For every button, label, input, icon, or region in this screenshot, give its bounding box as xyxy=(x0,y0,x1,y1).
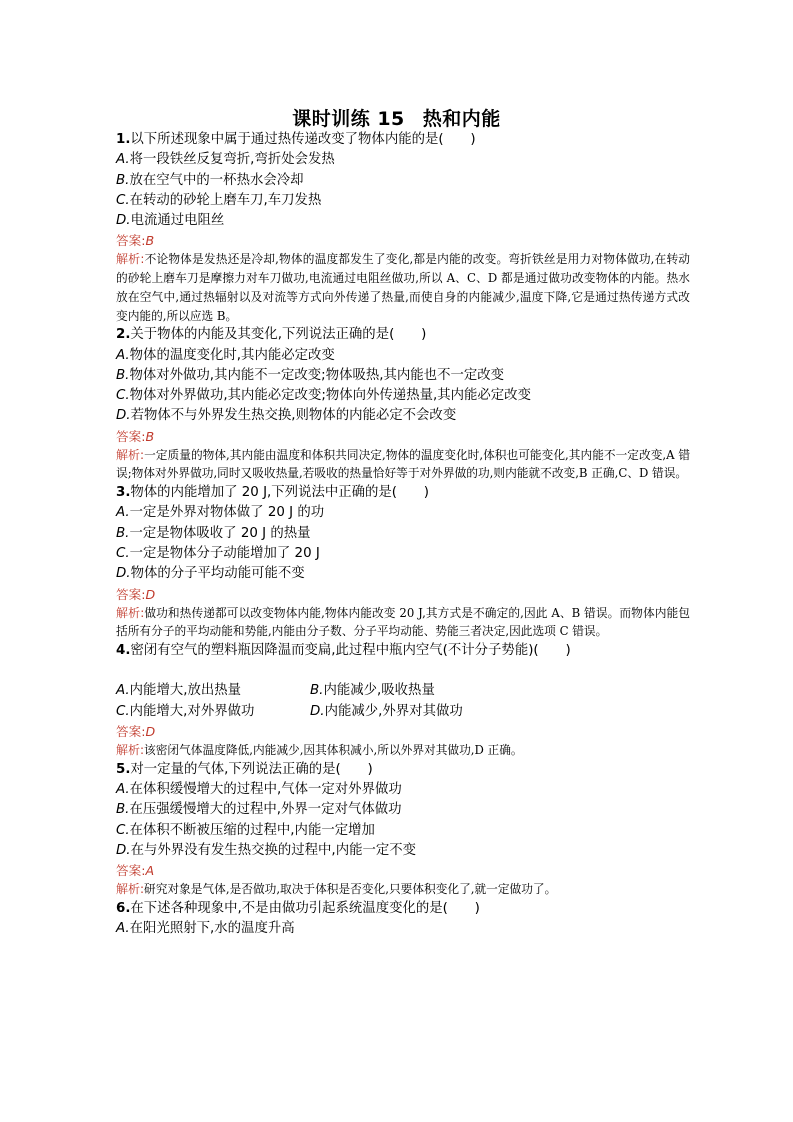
option-d: D.内能减少,外界对其做功 xyxy=(310,703,463,719)
option-row xyxy=(116,681,690,701)
question-stem: 5.对一定量的气体,下列说法正确的是( ) xyxy=(116,761,373,777)
option-a: A.在体积缓慢增大的过程中,气体一定对外界做功 xyxy=(116,781,402,797)
option-d: D.若物体不与外界发生热交换,则物体的内能必定不会改变 xyxy=(116,408,457,424)
answer-line: 答案:B xyxy=(116,428,155,444)
question-1 xyxy=(116,130,690,325)
option-a: A.一定是外界对物体做了 20 J 的功 xyxy=(116,505,325,521)
analysis-text: 解析:一定质量的物体,其内能由温度和体积共同决定,物体的温度变化时,体积也可能变化,其内能不一定改变,A 错误;物体对外界做功,同时又吸收热量,若吸收的热量恰好等于对外界做的功,则内能就不改变,B 正确,C、D 错误。 xyxy=(116,447,691,481)
option-b: B.内能减少,吸收热量 xyxy=(310,683,435,699)
title-main: 课时训练 15 xyxy=(292,108,405,130)
option-a: A.在阳光照射下,水的温度升高 xyxy=(116,921,295,937)
question-stem: 4.密闭有空气的塑料瓶因降温而变扁,此过程中瓶内空气(不计分子势能)( ) xyxy=(116,643,571,659)
option-c: C.内能增大,对外界做功 xyxy=(116,703,255,719)
option-c: C.在体积不断被压缩的过程中,内能一定增加 xyxy=(116,822,375,838)
option-a: A.将一段铁丝反复弯折,弯折处会发热 xyxy=(116,152,335,168)
exercise-content xyxy=(116,130,690,939)
answer-line: 答案:D xyxy=(116,723,156,739)
answer-line: 答案:A xyxy=(116,863,155,879)
option-a: A.内能增大,放出热量 xyxy=(116,683,242,699)
option-c: C.物体对外界做功,其内能必定改变;物体向外传递热量,其内能必定改变 xyxy=(116,388,531,404)
question-stem: 3.物体的内能增加了 20 J,下列说法中正确的是( ) xyxy=(116,485,430,501)
option-d: D.物体的分子平均动能可能不变 xyxy=(116,566,305,582)
answer-line: 答案:B xyxy=(116,233,155,249)
question-5 xyxy=(116,760,690,899)
question-3 xyxy=(116,483,690,641)
title-sub: 热和内能 xyxy=(422,108,501,130)
question-stem: 6.在下述各种现象中,不是由做功引起系统温度变化的是( ) xyxy=(116,900,480,916)
question-2 xyxy=(116,325,690,483)
option-row xyxy=(116,702,690,722)
question-4 xyxy=(116,641,690,760)
option-c: C.在转动的砂轮上磨车刀,车刀发热 xyxy=(116,192,322,208)
analysis-text: 解析:研究对象是气体,是否做功,取决于体积是否变化,只要体积变化了,就一定做功了。 xyxy=(116,882,557,897)
option-b: B.物体对外做功,其内能不一定改变;物体吸热,其内能也不一定改变 xyxy=(116,367,505,383)
analysis-text: 解析:做功和热传递都可以改变物体内能,物体内能改变 20 J,其方式是不确定的,因此 A、B 错误。而物体内能包括所有分子的平均动能和势能,内能由分子数、分子平均动能、势能三者决定,因此选项 C 错误。 xyxy=(116,605,690,639)
option-b: B.一定是物体吸收了 20 J 的热量 xyxy=(116,525,311,541)
blank-spacer xyxy=(116,661,690,681)
analysis-text: 解析:不论物体是发热还是冷却,物体的温度都发生了变化,都是内能的改变。弯折铁丝是用力对物体做功,在转动的砂轮上磨车刀是摩擦力对车刀做功,电流通过电阻丝做功,所以 A、C、D 都是通过做功改变物体的内能。热水放在空气中,通过热辐射以及对流等方式向外传递了热量,而使自身的内能减少,温度下降,它是通过热传递方式改变内能的,所以应选 B。 xyxy=(116,252,690,323)
option-b: B.放在空气中的一杯热水会冷却 xyxy=(116,172,304,188)
option-a: A.物体的温度变化时,其内能必定改变 xyxy=(116,347,335,363)
answer-line: 答案:D xyxy=(116,586,156,602)
option-b: B.在压强缓慢增大的过程中,外界一定对气体做功 xyxy=(116,802,402,818)
question-stem: 2.关于物体的内能及其变化,下列说法正确的是( ) xyxy=(116,327,427,343)
option-d: D.电流通过电阻丝 xyxy=(116,213,225,229)
question-6 xyxy=(116,899,690,940)
option-c: C.一定是物体分子动能增加了 20 J xyxy=(116,546,320,562)
option-d: D.在与外界没有发生热交换的过程中,内能一定不变 xyxy=(116,842,417,858)
page-title xyxy=(0,104,793,131)
analysis-text: 解析:该密闭气体温度降低,内能减少,因其体积减小,所以外界对其做功,D 正确。 xyxy=(116,742,523,757)
question-stem: 1.以下所述现象中属于通过热传递改变了物体内能的是( ) xyxy=(116,132,476,147)
